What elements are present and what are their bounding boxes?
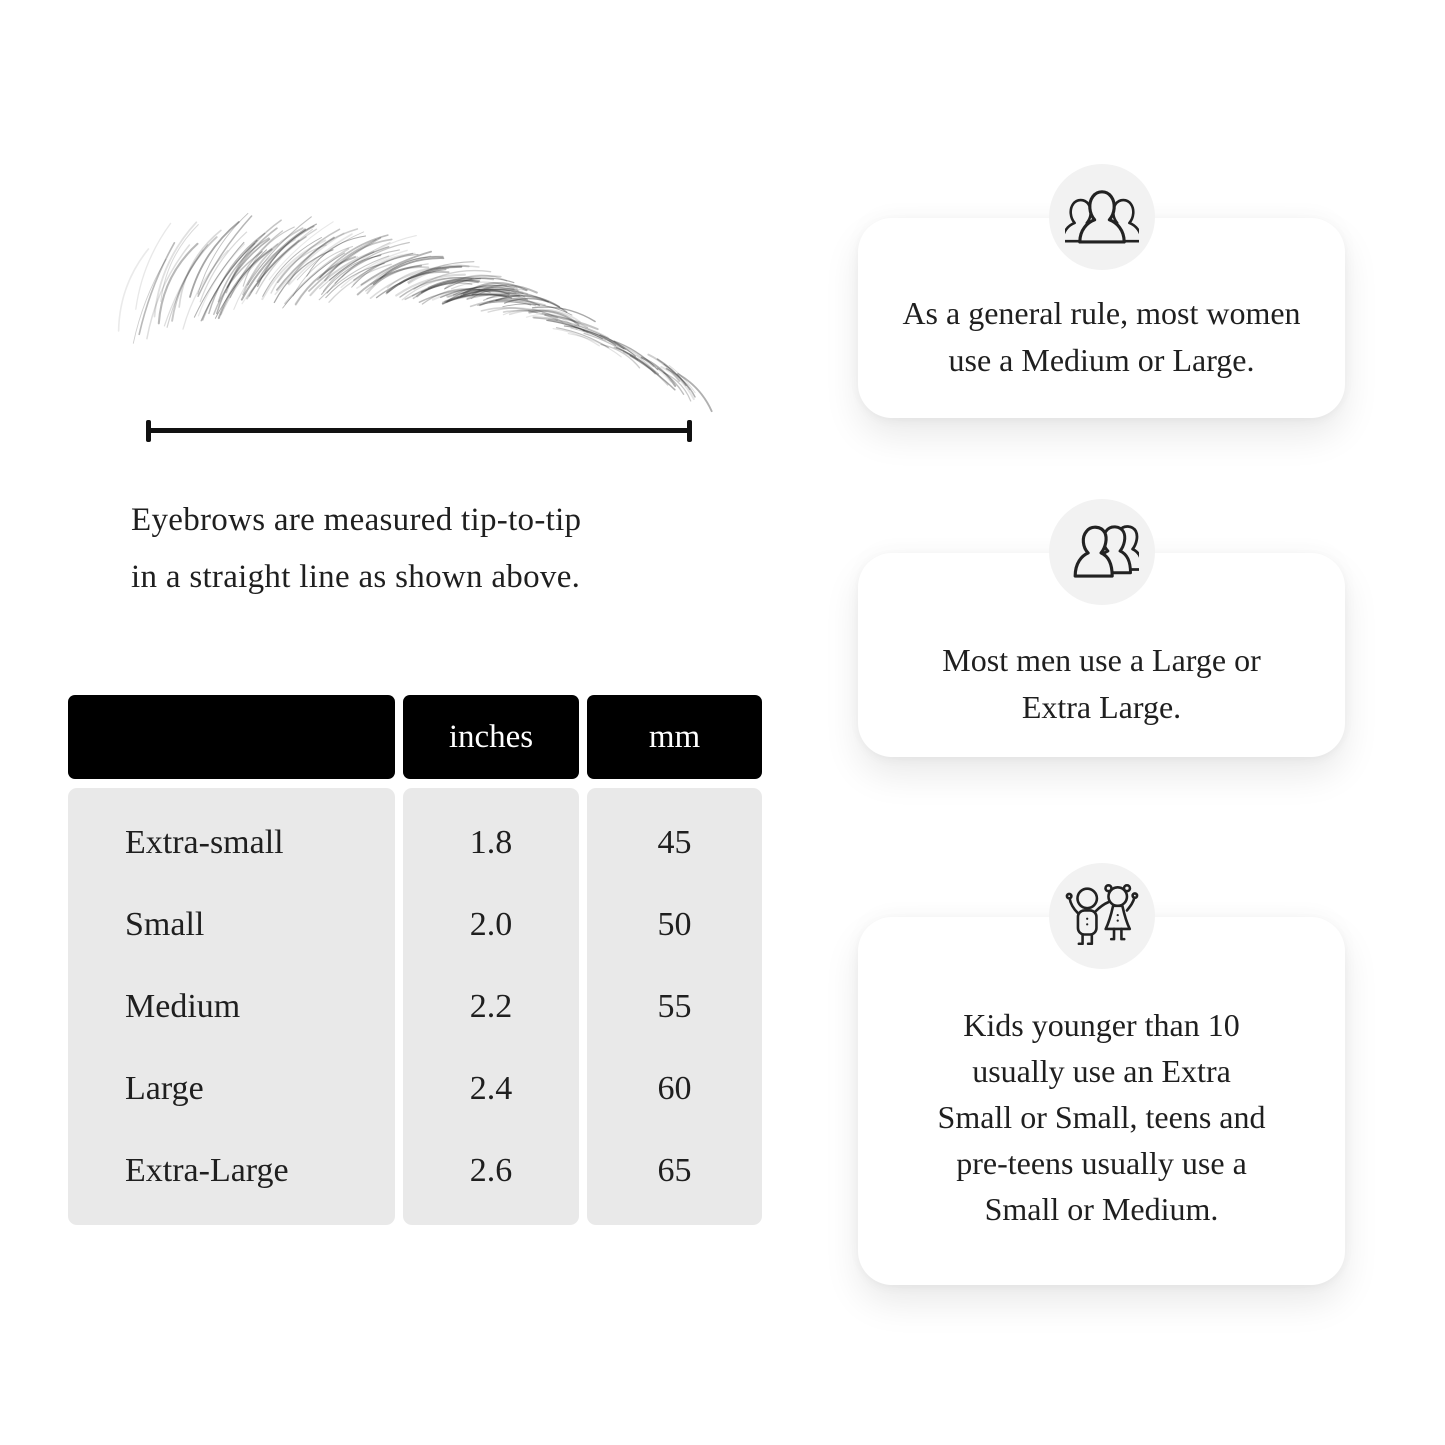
size-label: Large xyxy=(125,1070,204,1107)
size-label: Extra-small xyxy=(125,824,284,861)
caption-line: Eyebrows are measured tip-to-tip xyxy=(131,502,582,538)
measurement-line xyxy=(146,420,692,442)
measurement-bar xyxy=(146,428,692,433)
card-text-line: usually use an Extra xyxy=(972,1053,1231,1089)
card-text-line: Small or Small, teens and xyxy=(937,1099,1266,1135)
size-label: Small xyxy=(125,906,205,943)
card-text xyxy=(858,1002,1345,1232)
table-header-mm: mm xyxy=(587,695,762,779)
women-group-icon xyxy=(1049,164,1155,270)
men-group-icon xyxy=(1049,499,1155,605)
table-header-inches: inches xyxy=(403,695,579,779)
mm-value: 65 xyxy=(657,1152,692,1189)
info-card-women xyxy=(858,218,1345,418)
info-card-men xyxy=(858,553,1345,757)
mm-value: 50 xyxy=(657,906,692,943)
caption-line: in a straight line as shown above. xyxy=(131,559,581,595)
kids-icon xyxy=(1049,863,1155,969)
card-text-line: As a general rule, most women xyxy=(902,295,1301,331)
inches-value: 2.0 xyxy=(469,906,513,943)
mm-value: 55 xyxy=(657,988,692,1025)
mm-column xyxy=(587,788,762,1225)
inches-value: 2.4 xyxy=(469,1070,513,1107)
size-table-body xyxy=(68,788,762,1225)
size-label: Medium xyxy=(125,988,241,1025)
size-column xyxy=(68,788,395,1225)
table-header-size xyxy=(68,695,395,779)
mm-value: 60 xyxy=(657,1070,692,1107)
mm-value: 45 xyxy=(657,824,692,861)
size-table-header xyxy=(68,695,762,779)
eyebrow-illustration xyxy=(118,242,698,402)
measurement-endcap-right xyxy=(687,420,692,442)
card-text xyxy=(858,290,1345,384)
inches-value: 1.8 xyxy=(469,824,513,861)
card-text-line: Small or Medium. xyxy=(984,1191,1219,1227)
size-label: Extra-Large xyxy=(125,1152,289,1189)
measurement-caption xyxy=(131,492,581,606)
card-text-line: pre-teens usually use a xyxy=(956,1145,1247,1181)
info-card-kids xyxy=(858,917,1345,1285)
size-table xyxy=(68,695,762,1225)
inches-value: 2.2 xyxy=(469,988,513,1025)
inches-value: 2.6 xyxy=(469,1152,513,1189)
card-text xyxy=(858,637,1345,731)
card-text-line: use a Medium or Large. xyxy=(948,342,1255,378)
card-text-line: Most men use a Large or xyxy=(942,642,1261,678)
inches-column xyxy=(403,788,579,1225)
card-text-line: Kids younger than 10 xyxy=(963,1007,1240,1043)
card-text-line: Extra Large. xyxy=(1021,689,1182,725)
